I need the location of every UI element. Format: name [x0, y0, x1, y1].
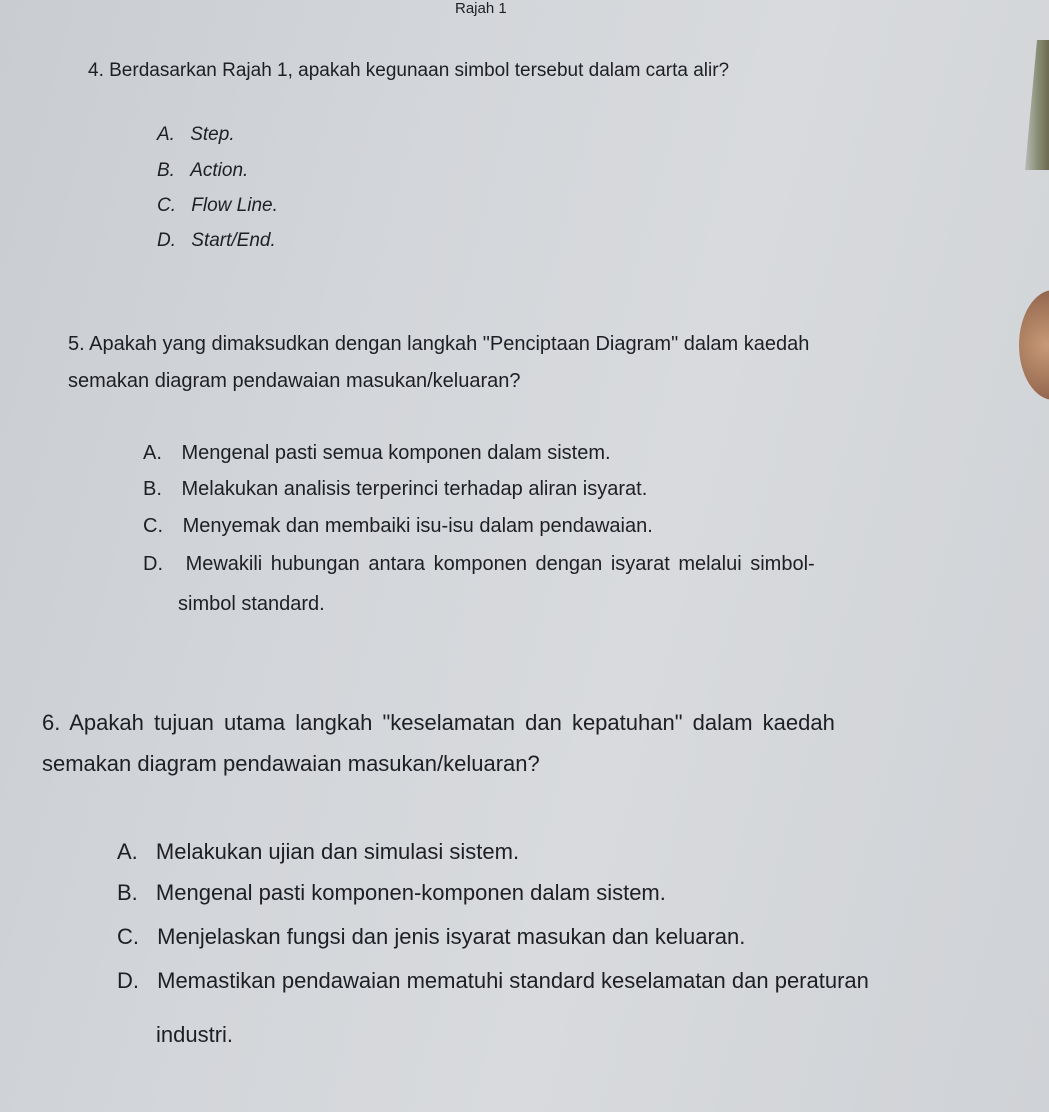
q5-option-d-continued: simbol standard. — [178, 593, 325, 615]
option-letter: A. — [157, 124, 175, 145]
option-letter: C. — [157, 195, 176, 216]
option-text: Step. — [190, 124, 235, 145]
option-letter: D. — [143, 553, 163, 575]
option-letter: A. — [143, 442, 162, 464]
q6-option-d-continued: industri. — [156, 1022, 234, 1047]
option-text: Flow Line. — [191, 195, 278, 216]
option-letter: B. — [117, 880, 138, 905]
question-5-text-line2: semakan diagram pendawaian masukan/keluaran? — [68, 370, 521, 392]
page-edge-shadow — [1019, 40, 1049, 170]
option-letter: C. — [143, 515, 163, 537]
q4-option-c — [157, 195, 278, 217]
q6-option-c — [117, 924, 745, 950]
option-text: Mewakili hubungan antara komponen dengan isyarat melalui simbol- — [185, 553, 815, 575]
q6-option-d — [117, 968, 869, 994]
option-text: Melakukan analisis terperinci terhadap aliran isyarat. — [181, 478, 648, 500]
option-letter: B. — [157, 160, 175, 181]
option-text: Start/End. — [191, 230, 276, 251]
question-4-text: 4. Berdasarkan Rajah 1, apakah kegunaan simbol tersebut dalam carta alir? — [88, 60, 730, 81]
question-6-text-line2: semakan diagram pendawaian masukan/keluaran? — [42, 751, 540, 776]
question-6-text-line1: 6. Apakah tujuan utama langkah "keselamatan dan kepatuhan" dalam kaedah — [42, 710, 835, 735]
q5-option-a — [143, 442, 611, 465]
q6-option-b — [117, 880, 666, 906]
option-letter: A. — [117, 839, 138, 864]
q6-option-a — [117, 839, 519, 865]
q4-option-d — [157, 230, 276, 252]
figure-caption: Rajah 1 — [455, 0, 507, 17]
q5-option-c — [143, 515, 653, 538]
option-text: Action. — [190, 160, 249, 181]
finger-image — [1019, 290, 1049, 400]
option-letter: B. — [143, 478, 162, 500]
q5-option-b — [143, 478, 647, 501]
option-text: Melakukan ujian dan simulasi sistem. — [155, 839, 520, 864]
option-text: Menjelaskan fungsi dan jenis isyarat masukan dan keluaran. — [157, 924, 746, 949]
option-text: Mengenal pasti semua komponen dalam sistem. — [181, 442, 611, 464]
option-letter: D. — [117, 968, 139, 993]
q5-option-d — [143, 553, 815, 576]
question-5-text-line1: 5. Apakah yang dimaksudkan dengan langkah "Penciptaan Diagram" dalam kaedah — [68, 333, 810, 355]
option-text: Memastikan pendawaian mematuhi standard keselamatan dan peraturan — [157, 968, 869, 993]
option-letter: D. — [157, 230, 176, 251]
q4-option-a — [157, 124, 235, 146]
option-text: Menyemak dan membaiki isu-isu dalam pendawaian. — [182, 515, 653, 537]
q4-option-b — [157, 160, 248, 182]
option-text: Mengenal pasti komponen-komponen dalam sistem. — [155, 880, 666, 905]
option-letter: C. — [117, 924, 139, 949]
